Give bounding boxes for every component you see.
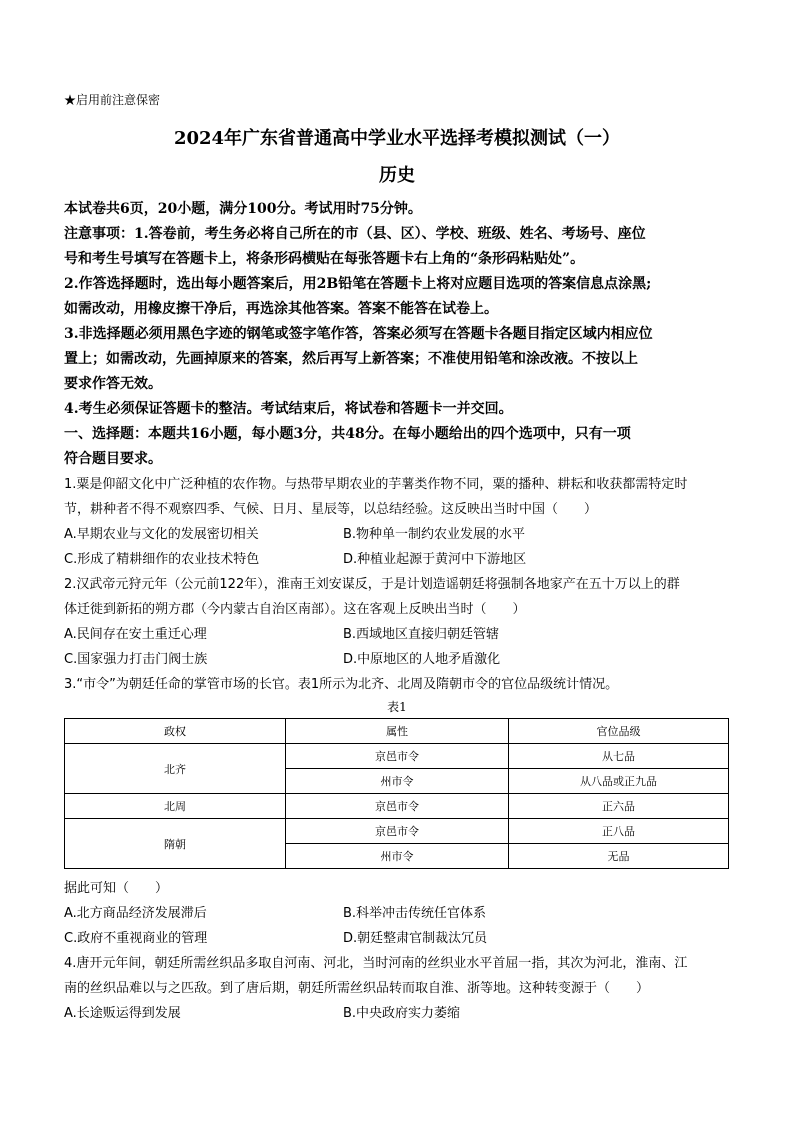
section-heading: 一、选择题：本题共16小题，每小题3分，共48分。在每小题给出的四个选项中，只有一项 — [64, 426, 631, 442]
intro-line: 要求作答无效。 — [64, 376, 162, 392]
question-stem: 2.汉武帝元狩元年（公元前122年），淮南王刘安谋反，于是计划造谣朝廷将强制各地家产在五十万以上的群 — [64, 577, 680, 592]
option-a: A.长途贩运得到发展 — [64, 1006, 181, 1021]
option-b: B.中央政府实力萎缩 — [343, 1006, 461, 1021]
rank-table — [64, 718, 729, 869]
option-c: C.国家强力打击门阀士族 — [64, 652, 208, 667]
option-d: D.种植业起源于黄河中下游地区 — [343, 552, 527, 567]
table-cell: 北周 — [65, 794, 286, 819]
option-a: A.北方商品经济发展滞后 — [64, 906, 207, 921]
option-d: D.朝廷整肃官制裁汰冗员 — [343, 931, 488, 946]
option-c: C.政府不重视商业的管理 — [64, 931, 208, 946]
option-b: B.科举冲击传统任官体系 — [343, 906, 487, 921]
table-caption: 表1 — [387, 700, 407, 714]
exam-title: 2024年广东省普通高中学业水平选择考模拟测试（一） — [173, 128, 621, 149]
option-b: B.西域地区直接归朝廷管辖 — [343, 627, 500, 642]
option-a: A.早期农业与文化的发展密切相关 — [64, 527, 259, 542]
subject-title: 历史 — [379, 165, 415, 186]
table-cell: 京邑市令 — [286, 794, 509, 819]
section-heading: 符合题目要求。 — [64, 451, 162, 467]
intro-line: 2.作答选择题时，选出每小题答案后，用2B铅笔在答题卡上将对应题目选项的答案信息点涂黑; — [64, 276, 652, 292]
table-cell: 从八品或正九品 — [509, 769, 729, 794]
table-cell: 北齐 — [65, 744, 286, 794]
table-cell: 隋朝 — [65, 819, 286, 869]
table-cell: 正八品 — [509, 819, 729, 844]
intro-line: 置上；如需改动，先画掉原来的答案，然后再写上新答案；不准使用铅笔和涂改液。不按以上 — [64, 351, 638, 367]
intro-line: 号和考生号填写在答题卡上，将条形码横贴在每张答题卡右上角的“条形码粘贴处”。 — [64, 251, 585, 267]
option-a: A.民间存在安土重迁心理 — [64, 627, 207, 642]
intro-line: 3.非选择题必须用黑色字迹的钢笔或签字笔作答，答案必须写在答题卡各题目指定区域内相应位 — [64, 326, 653, 342]
option-d: D.中原地区的人地矛盾激化 — [343, 652, 501, 667]
table-header: 官位品级 — [509, 719, 729, 744]
question-stem: 4.唐开元年间，朝廷所需丝织品多取自河南、河北，当时河南的丝织业水平首屈一指，其次为河北，淮南、江 — [64, 956, 688, 971]
table-row — [65, 744, 729, 769]
table-header: 政权 — [65, 719, 286, 744]
table-cell: 无品 — [509, 844, 729, 869]
table-cell: 从七品 — [509, 744, 729, 769]
table-cell: 京邑市令 — [286, 744, 509, 769]
intro-line: 如需改动，用橡皮擦干净后，再选涂其他答案。答案不能答在试卷上。 — [64, 301, 498, 317]
option-b: B.物种单一制约农业发展的水平 — [343, 527, 526, 542]
table-cell: 州市令 — [286, 769, 509, 794]
table-cell: 州市令 — [286, 844, 509, 869]
table-cell: 正六品 — [509, 794, 729, 819]
question-stem: 体迁徙到新拓的朔方郡（今内蒙古自治区南部）。这在客观上反映出当时（ ） — [64, 602, 526, 617]
table-header: 属性 — [286, 719, 509, 744]
question-stem: 节，耕种者不得不观察四季、气候、日月、星辰等，以总结经验。这反映出当时中国（ ） — [64, 502, 598, 517]
table-cell: 京邑市令 — [286, 819, 509, 844]
intro-line: 本试卷共6页，20小题，满分100分。考试用时75分钟。 — [64, 201, 422, 217]
question-stem: 3.“市令”为朝廷任命的掌管市场的长官。表1所示为北齐、北周及隋朝市令的官位品级统计情况。 — [64, 677, 619, 692]
question-stem: 南的丝织品难以与之匹敌。到了唐后期，朝廷所需丝织品转而取自淮、浙等地。这种转变源于（ ） — [64, 981, 650, 996]
question-stem: 1.粟是仰韶文化中广泛种植的农作物。与热带早期农业的芋薯类作物不同，粟的播种、耕耘和收获都需特定时 — [64, 477, 688, 492]
intro-line: 注意事项：1.答卷前，考生务必将自己所在的市（县、区）、学校、班级、姓名、考场号、座位 — [64, 226, 646, 242]
option-c: C.形成了精耕细作的农业技术特色 — [64, 552, 260, 567]
question-stem: 据此可知（ ） — [64, 881, 169, 896]
intro-line: 4.考生必须保证答题卡的整洁。考试结束后，将试卷和答题卡一并交回。 — [64, 401, 513, 417]
table-row — [65, 819, 729, 844]
secret-note: ★启用前注意保密 — [64, 93, 161, 107]
table-row — [65, 794, 729, 819]
table-header-row — [65, 719, 729, 744]
